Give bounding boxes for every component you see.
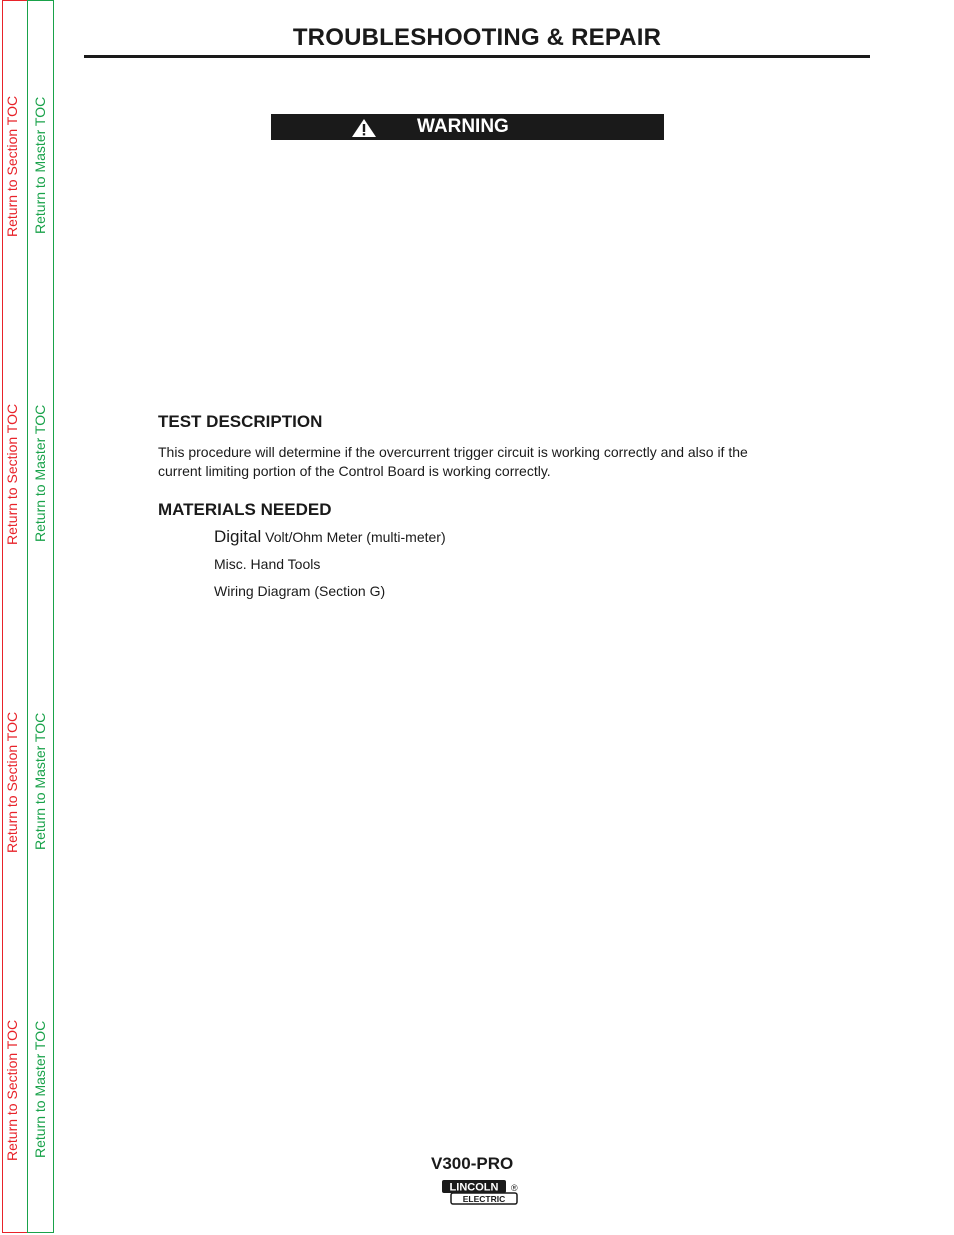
return-to-section-toc-link[interactable]: Return to Section TOC [4,711,20,853]
material-item-prefix: Digital [214,527,262,546]
logo-top-text: LINCOLN [449,1181,499,1194]
return-to-section-toc-link[interactable]: Return to Section TOC [4,95,20,237]
test-description-heading: TEST DESCRIPTION [158,412,323,431]
model-name: V300-PRO [431,1154,514,1173]
material-item-text: Volt/Ohm Meter (multi-meter) [261,529,446,545]
page-title: TROUBLESHOOTING & REPAIR [292,24,662,51]
return-to-section-toc-link[interactable]: Return to Section TOC [4,1019,20,1161]
warning-label: WARNING [417,116,509,137]
return-to-master-toc-link[interactable]: Return to Master TOC [32,1020,48,1158]
material-item: Misc. Hand Tools [214,556,321,572]
test-description-text: This procedure will determine if the overcurrent trigger circuit is working correctly and also if the current limiting portion of the Control Board is working correctly. [158,444,748,479]
return-to-section-toc-link[interactable]: Return to Section TOC [4,403,20,545]
return-to-master-toc-link[interactable]: Return to Master TOC [32,96,48,234]
materials-needed-heading: MATERIALS NEEDED [158,500,332,519]
material-item [214,527,446,547]
title-divider [84,55,870,58]
warning-triangle-icon [351,118,377,138]
logo-bottom-text: ELECTRIC [462,1194,506,1204]
warning-banner [271,114,664,140]
lincoln-electric-logo [441,1179,519,1207]
material-item: Wiring Diagram (Section G) [214,583,386,599]
logo-registered-mark: ® [511,1183,518,1193]
return-to-master-toc-link[interactable]: Return to Master TOC [32,712,48,850]
return-to-master-toc-link[interactable]: Return to Master TOC [32,404,48,542]
